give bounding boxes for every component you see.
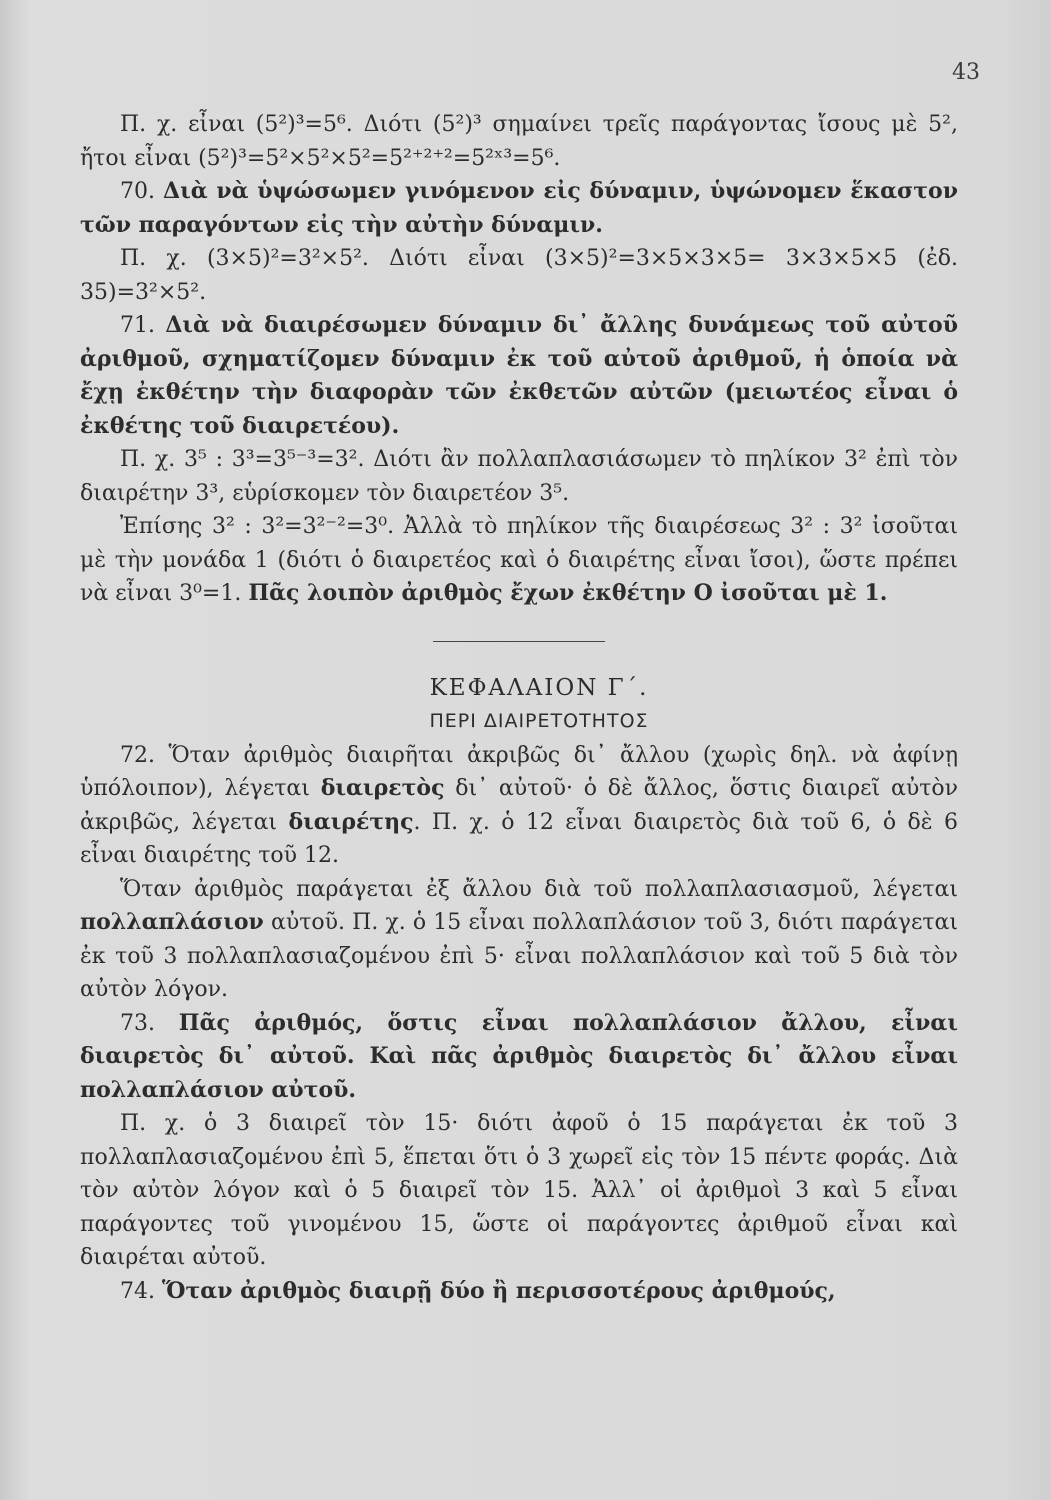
rule-text: Διὰ νὰ διαιρέσωμεν δύναμιν δι᾿ ἄλλης δυνάμεως τοῦ αὐτοῦ ἀριθμοῦ, σχηματίζομεν δύναμιν ἐκ τοῦ αὐτοῦ ἀριθμοῦ, ἡ ὁποία νὰ ἔχῃ ἐκθέτην τὴν διαφορὰν τῶν ἐκθετῶν αὐτῶν (μειωτέος εἶναι ὁ ἐκθέτης τοῦ διαιρετέου). [80, 312, 958, 439]
paragraph-71-also: Ἐπίσης 3² : 3²=3²⁻²=3⁰. Ἀλλὰ τὸ πηλίκον τῆς διαιρέσεως 3² : 3² ἰσοῦται μὲ τὴν μονάδα 1 (διότι ὁ διαιρετέος καὶ ὁ διαιρέτης εἶναι ἴσοι), ὥστε πρέπει νὰ εἶναι 3⁰=1. Πᾶς λοιπὸν ἀριθμὸς ἔχων ἐκθέτην Ο ἰσοῦται μὲ 1. [80, 514, 958, 606]
paragraph-71 [80, 309, 958, 443]
rule-text: Πᾶς λοιπὸν ἀριθμὸς ἔχων ἐκθέτην Ο ἰσοῦται μὲ 1. [248, 580, 888, 606]
paragraph-72-multiple: Ὅταν ἀριθμὸς παράγεται ἐξ ἄλλου διὰ τοῦ πολλαπλασιασμοῦ, λέγεται πολλαπλάσιον αὐτοῦ. Π. χ. ὁ 15 εἶναι πολλαπλάσιον τοῦ 3, διότι παράγεται ἐκ τοῦ 3 πολλαπλασιαζομένου ἐπὶ 5· εἶναι πολλαπλάσιον καὶ τοῦ 5 διὰ τὸν αὐτὸν λόγον. [80, 876, 958, 1002]
chapter-title: ΚΕΦΑΛΑΙΟΝ Γ΄. [429, 674, 649, 701]
paragraph-73-example: Π. χ. ὁ 3 διαιρεῖ τὸν 15· διότι ἀφοῦ ὁ 15 παράγεται ἐκ τοῦ 3 πολλαπλασιαζομένου ἐπὶ 5, ἕπεται ὅτι ὁ 3 χωρεῖ εἰς τὸν 15 πέντε φοράς. Διὰ τὸν αὐτὸν λόγον καὶ ὁ 5 διαιρεῖ τὸν 15. Ἀλλ᾿ οἱ ἀριθμοὶ 3 καὶ 5 εἶναι παράγοντες τοῦ γινομένου 15, ὥστε οἱ παράγοντες ἀριθμοῦ εἶναι καὶ διαιρέται αὐτοῦ. [80, 1111, 958, 1270]
paragraph-73 [80, 1007, 958, 1108]
paragraph-70-example: Π. χ. (3×5)²=3²×5². Διότι εἶναι (3×5)²=3×5×3×5= 3×3×5×5 (ἐδ. 35)=3²×5². [80, 246, 958, 305]
paragraph-71-example: Π. χ. 3⁵ : 3³=3⁵⁻³=3². Διότι ἂν πολλαπλασιάσωμεν τὸ πηλίκον 3² ἐπὶ τὸν διαιρέτην 3³, εὑρίσκομεν τὸν διαιρετέον 3⁵. [80, 447, 958, 506]
term-divisor: διαιρέτης [288, 808, 414, 835]
paragraph-example-power: Π. χ. εἶναι (5²)³=5⁶. Διότι (5²)³ σημαίνει τρεῖς παράγοντας ἴσους μὲ 5², ἤτοι εἶναι (5²)³=5²×5²×5²=5²⁺²⁺²=5²ˣ³=5⁶. [80, 112, 958, 171]
rule-text: Πᾶς ἀριθμός, ὅστις εἶναι πολλαπλάσιον ἄλλου, εἶναι διαιρετὸς δι᾿ αὐτοῦ. Καὶ πᾶς ἀριθμὸς διαιρετὸς δι᾿ ἄλλου εἶναι πολλαπλάσιον αὐτοῦ. [80, 1009, 958, 1103]
section-title: ΠΕΡΙ ΔΙΑΙΡΕΤΟΤΗΤΟΣ [429, 710, 649, 732]
paragraph-number: 70. [120, 179, 155, 204]
paragraph-72: 72. Ὅταν ἀριθμὸς διαιρῆται ἀκριβῶς δι᾿ ἄλλου (χωρὶς δηλ. νὰ ἀφίνῃ ὑπόλοιπον), λέγεται διαιρετὸς δι᾿ αὐτοῦ· ὁ δὲ ἄλλος, ὅστις διαιρεῖ αὐτὸν ἀκριβῶς, λέγεται διαιρέτης. Π. χ. ὁ 12 εἶναι διαιρετὸς διὰ τοῦ 6, ὁ δὲ 6 εἶναι διαιρέτης τοῦ 12. [80, 742, 958, 868]
section-divider [433, 641, 605, 642]
rule-text: Διὰ νὰ ὑψώσωμεν γινόμενον εἰς δύναμιν, ὑψώνομεν ἕκαστον τῶν παραγόντων εἰς τὴν αὐτὴν δύναμιν. [80, 178, 958, 238]
paragraph-number: 74. [120, 1278, 155, 1304]
page-number: 43 [952, 60, 980, 85]
paragraph-74 [80, 1275, 958, 1309]
term-multiple: πολλαπλάσιον [80, 909, 264, 935]
page-body [80, 108, 958, 1308]
paragraph-number: 71. [120, 313, 155, 338]
paragraph-number: 73. [120, 1010, 155, 1036]
paragraph-70 [80, 175, 958, 242]
rule-text: Ὅταν ἀριθμὸς διαιρῇ δύο ἢ περισσοτέρους ἀριθμούς, [162, 1277, 836, 1304]
paragraph-number: 72. [120, 742, 155, 768]
term-divisible: διαιρετὸς [320, 775, 445, 801]
